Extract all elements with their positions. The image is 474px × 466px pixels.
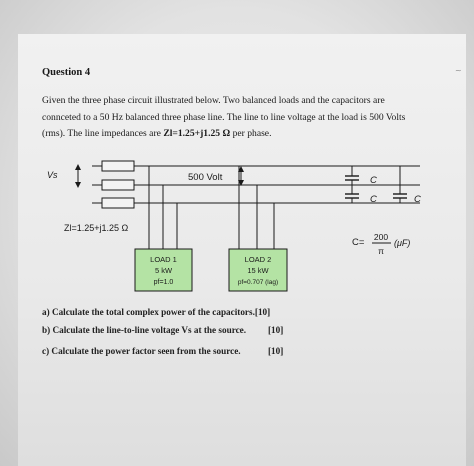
load1-pf: pf=1.0: [153, 279, 174, 286]
question-a-marks: [10]: [254, 307, 271, 317]
vs-arrow-icon: [75, 164, 81, 188]
paragraph-line-3-prefix: (rms). The line impedances are: [42, 128, 161, 139]
question-b-marks: [10]: [268, 325, 284, 335]
question-b-text: b) Calculate the line-to-line voltage Vs at the source.: [42, 325, 247, 335]
capacitor-2-label: C: [370, 194, 377, 205]
question-b: [42, 325, 246, 335]
line-voltage-label: 500 Volt: [188, 172, 223, 183]
zl-label: Zl=1.25+j1.25 Ω: [64, 223, 129, 233]
line-impedance-value: Zl=1.25+j1.25 Ω: [163, 128, 231, 139]
load1-title: LOAD 1: [150, 255, 177, 264]
question-title: Question 4: [42, 67, 91, 78]
load2-title: LOAD 2: [244, 255, 272, 264]
question-c-text: c) Calculate the power factor seen from the source.: [42, 346, 241, 356]
line-impedance-c: [102, 198, 134, 208]
question-a: [42, 307, 270, 317]
line-impedance-b: [102, 180, 134, 190]
capacitor-3-label: C: [414, 194, 421, 205]
capacitance-numerator: 200: [373, 232, 389, 242]
load2-power: 15 kW: [247, 266, 269, 275]
capacitance-unit: (μF): [394, 238, 411, 248]
capacitor-1-label: C: [370, 175, 377, 186]
capacitor-1: [345, 166, 359, 185]
load2-pf: pf=0.707 (lag): [237, 279, 279, 286]
load1-power: 5 kW: [154, 266, 173, 275]
paragraph-line-2: connceted to a 50 Hz balanced three phase line. The line to line voltage at the load is 500 Volts: [42, 112, 406, 123]
line-impedance-a: [102, 161, 134, 171]
paragraph-line-3-suffix: per phase.: [232, 128, 272, 139]
question-c-marks: [10]: [268, 346, 284, 356]
capacitance-denominator: π: [378, 246, 384, 256]
vs-label: Vs: [47, 170, 58, 180]
paragraph-line-1: Given the three phase circuit illustrated below. Two balanced loads and the capacitors are: [42, 95, 385, 106]
capacitance-prefix: C=: [352, 237, 365, 248]
corner-mark: ~: [455, 66, 462, 75]
question-c: [42, 346, 241, 356]
capacitor-2: [345, 185, 359, 203]
question-a-text: a) Calculate the total complex power of the capacitors.: [42, 307, 255, 317]
